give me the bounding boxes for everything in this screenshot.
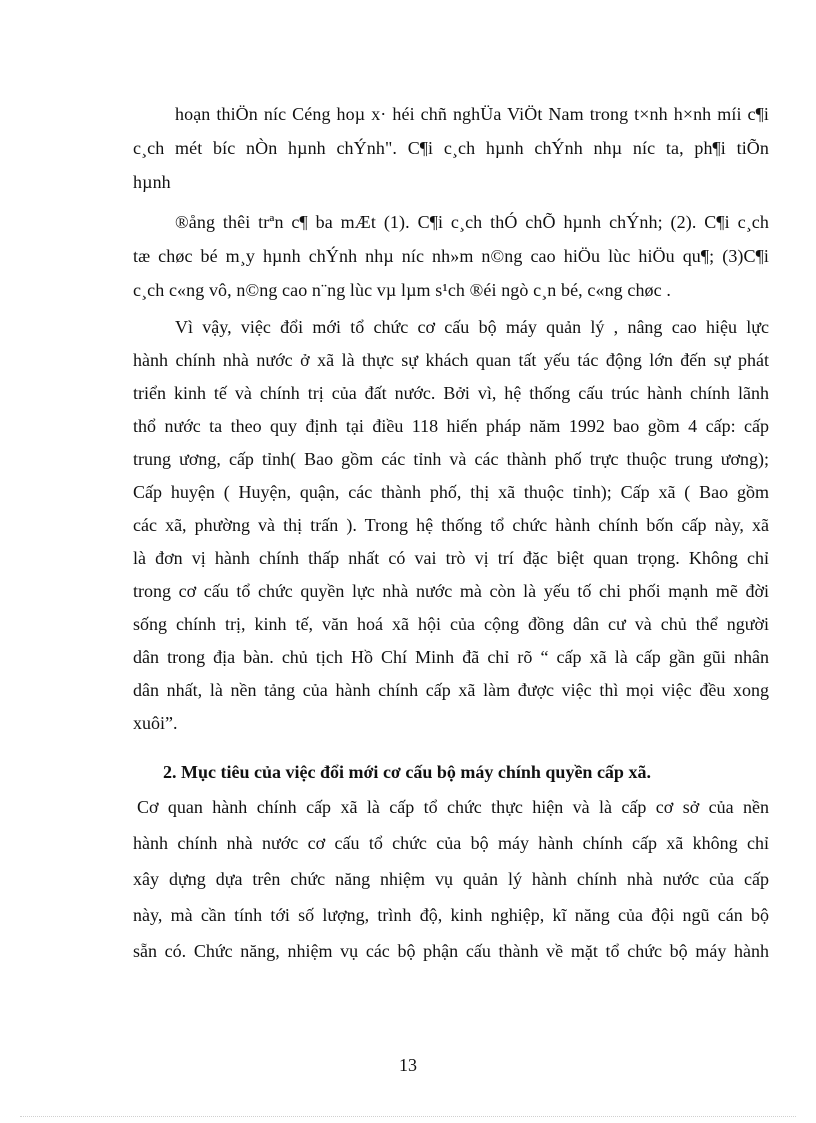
text-line: sống chính trị, kinh tế, văn hoá xã hội của cộng đồng dân cư và chủ thể người xyxy=(133,614,769,634)
text-line: c¸ch mét bíc nÒn hµnh chÝnh". C¶i c¸ch hµnh chÝnh nhµ níc ta, ph¶i tiÕn xyxy=(133,138,769,158)
text-line: c¸ch c«ng vô, n©ng cao n¨ng lùc vµ lµm s¹ch ®éi ngò c¸n bé, c«ng chøc . xyxy=(133,280,671,300)
text-line: Cấp huyện ( Huyện, quận, các thành phố, thị xã thuộc tỉnh); Cấp xã ( Bao gồm xyxy=(133,482,769,502)
text-line: Cơ quan hành chính cấp xã là cấp tổ chức thực hiện và là cấp cơ sở của nền xyxy=(137,797,769,817)
text-line: xuôi”. xyxy=(133,713,178,733)
text-line: ®ång thêi trªn c¶ ba mÆt (1). C¶i c¸ch thÓ chÕ hµnh chÝnh; (2). C¶i c¸ch xyxy=(175,212,769,232)
text-line: hành chính nhà nước cơ cấu tổ chức của bộ máy hành chính cấp xã không chỉ xyxy=(133,833,769,853)
text-line: hoạn thiÖn níc Céng hoµ x· héi chñ nghÜa ViÖt Nam trong t×nh h×nh míi c¶i xyxy=(175,104,769,124)
text-line: trung ương, cấp tỉnh( Bao gồm các tỉnh và các thành phố trực thuộc trung ương); xyxy=(133,449,769,469)
text-line: hành chính nhà nước ở xã là thực sự khách quan tất yếu tác động lớn đến sự phát xyxy=(133,350,769,370)
text-line: sẵn có. Chức năng, nhiệm vụ các bộ phận cấu thành về mặt tổ chức bộ máy hành xyxy=(133,941,769,961)
text-line: là đơn vị hành chính thấp nhất có vai trò vị trí đặc biệt quan trọng. Không chỉ xyxy=(133,548,769,568)
text-line: hµnh xyxy=(133,172,171,192)
text-line: này, mà cần tính tới số lượng, trình độ, kinh nghiệp, kĩ năng của đội ngũ cán bộ xyxy=(133,905,769,925)
text-line: dân trong địa bàn. chủ tịch Hồ Chí Minh đã chỉ rõ “ cấp xã là cấp gần gũi nhân xyxy=(133,647,769,667)
text-line: trong cơ cấu tổ chức quyền lực nhà nước mà còn là yếu tố chi phối mạnh mẽ đời xyxy=(133,581,769,601)
text-line: Vì vậy, việc đổi mới tổ chức cơ cấu bộ máy quản lý , nâng cao hiệu lực xyxy=(175,317,769,337)
text-line: triển kinh tế và chính trị của đất nước. Bởi vì, hệ thống cấu trúc hành chính lãnh xyxy=(133,383,769,403)
text-line: thổ nước ta theo quy định tại điều 118 hiến pháp năm 1992 bao gồm 4 cấp: cấp xyxy=(133,416,769,436)
text-line: dân nhất, là nền tảng của hành chính cấp xã làm được việc thì mọi việc đều xong xyxy=(133,680,769,700)
section-heading: 2. Mục tiêu của việc đổi mới cơ cấu bộ máy chính quyền cấp xã. xyxy=(163,762,651,782)
text-line: các xã, phường và thị trấn ). Trong hệ thống tổ chức hành chính bốn cấp này, xã xyxy=(133,515,769,535)
text-line: xây dựng dựa trên chức năng nhiệm vụ quản lý hành chính nhà nước của cấp xyxy=(133,869,769,889)
page-divider xyxy=(20,1116,796,1117)
text-line: tæ chøc bé m¸y hµnh chÝnh nhµ níc nh»m n©ng cao hiÖu lùc hiÖu qu¶; (3)C¶i xyxy=(133,246,769,266)
page-number: 13 xyxy=(399,1055,417,1075)
